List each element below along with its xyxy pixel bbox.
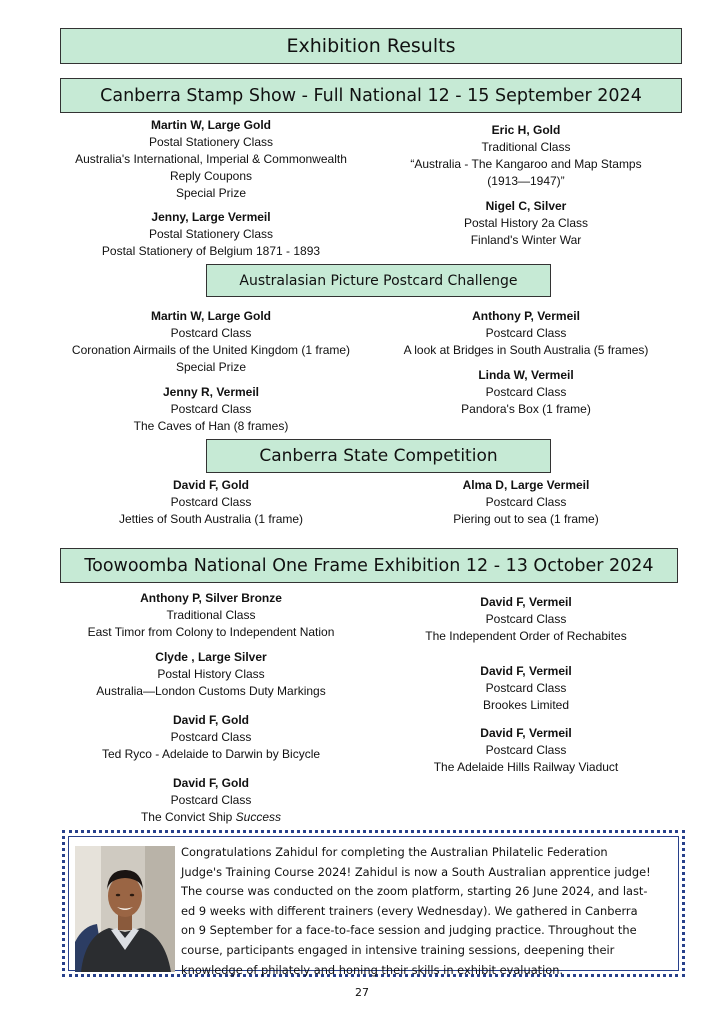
exhibit-title: Coronation Airmails of the United Kingdom (1 frame) — [71, 343, 351, 357]
special-prize: Special Prize — [175, 360, 247, 374]
exhibitor-award: Anthony P, Vermeil — [472, 309, 580, 323]
exhibit-class: Postcard Class — [485, 681, 567, 695]
exhibit-title: The Independent Order of Rechabites — [425, 629, 627, 643]
exhibitor-award: Jenny, Large Vermeil — [151, 210, 271, 224]
zahidul-photo — [75, 846, 175, 972]
exhibit-class: Postcard Class — [485, 385, 567, 399]
exhibit-title-plain: The Convict Ship — [140, 810, 236, 824]
exhibit-title: (1913—1947)” — [487, 174, 565, 188]
notice-line: The course was conducted on the zoom platform, starting 26 June 2024, and last- — [181, 884, 648, 899]
notice-line: ed 9 weeks with different trainers (every Wednesday). We gathered in Canberra — [181, 903, 638, 918]
exhibit-title: Postal Stationery of Belgium 1871 - 1893 — [101, 244, 321, 258]
exhibitor-award: Martin W, Large Gold — [150, 118, 271, 132]
exhibit-title: Australia's International, Imperial & Commonwealth — [75, 152, 347, 166]
exhibitor-award: David F, Gold — [172, 713, 249, 727]
exhibit-title: Piering out to sea (1 frame) — [453, 512, 599, 526]
exhibit-class: Traditional Class — [481, 140, 571, 154]
exhibitor-award: David F, Gold — [172, 776, 249, 790]
result-entry — [370, 477, 682, 528]
exhibitor-award: Clyde , Large Silver — [155, 650, 267, 664]
notice-line: Congratulations Zahidul for completing the Australian Philatelic Federation — [181, 845, 608, 859]
postcard-challenge-right-column — [370, 308, 682, 418]
exhibit-class: Postal Stationery Class — [148, 227, 274, 241]
result-entry — [370, 663, 682, 714]
exhibitor-award: Jenny R, Vermeil — [162, 385, 260, 399]
exhibit-title: East Timor from Colony to Independent Nation — [87, 625, 335, 639]
section-header-postcard-challenge — [206, 264, 551, 297]
result-entry — [60, 712, 362, 763]
exhibit-title: Reply Coupons — [169, 169, 253, 183]
result-entry — [60, 649, 362, 700]
exhibit-title: Finland's Winter War — [470, 233, 582, 247]
notice-line: on 9 September for a face-to-face session and judging practice. Throughout the — [181, 923, 637, 938]
exhibit-class: Postcard Class — [170, 730, 252, 744]
exhibit-class: Postcard Class — [485, 743, 567, 757]
portrait-image — [75, 846, 175, 972]
section-title: Canberra Stamp Show - Full National 12 - 15 September 2024 — [100, 85, 642, 106]
exhibitor-award: Alma D, Large Vermeil — [462, 478, 590, 492]
exhibit-title: A look at Bridges in South Australia (5 frames) — [403, 343, 649, 357]
exhibit-class: Postal History 2a Class — [463, 216, 589, 230]
section-title: Canberra State Competition — [259, 446, 498, 466]
exhibit-title: Pandora's Box (1 frame) — [461, 402, 591, 416]
result-entry — [370, 367, 682, 418]
result-entry — [60, 477, 362, 528]
result-entry — [60, 590, 362, 641]
canberra-show-right-column — [370, 122, 682, 249]
state-competition-right-column — [370, 477, 682, 528]
section-title: Australasian Picture Postcard Challenge — [239, 272, 518, 289]
toowoomba-left-column — [60, 590, 362, 826]
notice-line: knowledge of philately and honing their skills in exhibit evaluation. — [181, 962, 564, 977]
result-entry — [370, 122, 682, 190]
result-entry — [370, 308, 682, 359]
notice-line: Judge's Training Course 2024! Zahidul is now a South Australian apprentice judge! — [181, 864, 651, 879]
exhibit-title: Ted Ryco - Adelaide to Darwin by Bicycle — [101, 747, 321, 761]
section-title: Toowoomba National One Frame Exhibition 12 - 13 October 2024 — [84, 555, 654, 576]
exhibitor-award: Martin W, Large Gold — [150, 309, 271, 323]
result-entry — [370, 594, 682, 645]
toowoomba-right-column — [370, 594, 682, 776]
page-number: 27 — [355, 986, 369, 999]
result-entry — [60, 775, 362, 826]
result-entry — [60, 117, 362, 202]
exhibit-title: Australia—London Customs Duty Markings — [96, 684, 326, 698]
special-prize: Special Prize — [175, 186, 247, 200]
exhibit-class: Postcard Class — [170, 402, 252, 416]
exhibit-class: Postcard Class — [170, 495, 252, 509]
result-entry — [370, 198, 682, 249]
state-competition-left-column — [60, 477, 362, 528]
exhibitor-award: David F, Vermeil — [480, 595, 572, 609]
exhibit-class: Postcard Class — [485, 612, 567, 626]
exhibit-title — [60, 809, 362, 826]
congratulations-notice — [62, 830, 685, 977]
postcard-challenge-left-column — [60, 308, 362, 435]
notice-inner-border — [68, 836, 679, 977]
exhibit-class: Postal History Class — [157, 667, 265, 681]
exhibitor-award: Linda W, Vermeil — [478, 368, 574, 382]
exhibit-title: The Caves of Han (8 frames) — [133, 419, 289, 433]
exhibit-class: Postcard Class — [485, 326, 567, 340]
exhibit-class: Postcard Class — [170, 326, 252, 340]
exhibit-title: Brookes Limited — [482, 698, 570, 712]
exhibit-class: Postcard Class — [485, 495, 567, 509]
exhibitor-award: Eric H, Gold — [491, 123, 561, 137]
exhibit-class: Postal Stationery Class — [148, 135, 274, 149]
section-header-state-competition — [206, 439, 551, 473]
result-entry — [60, 308, 362, 376]
result-entry — [60, 384, 362, 435]
result-entry — [370, 725, 682, 776]
section-header-toowoomba — [60, 548, 678, 583]
exhibit-title-italic: Success — [235, 810, 282, 824]
exhibitor-award: David F, Vermeil — [480, 726, 572, 740]
exhibit-class: Traditional Class — [166, 608, 256, 622]
exhibit-class: Postcard Class — [170, 793, 252, 807]
canberra-show-left-column — [60, 117, 362, 260]
exhibitor-award: Nigel C, Silver — [485, 199, 567, 213]
exhibit-title: “Australia - The Kangaroo and Map Stamps — [410, 157, 642, 171]
section-header-canberra-show — [60, 78, 682, 113]
exhibitor-award: Anthony P, Silver Bronze — [140, 591, 282, 605]
exhibit-title: Jetties of South Australia (1 frame) — [118, 512, 304, 526]
notice-line: course, participants engaged in intensive training sessions, deepening their — [181, 942, 615, 957]
notice-text — [181, 843, 681, 980]
exhibit-title: The Adelaide Hills Railway Viaduct — [433, 760, 619, 774]
exhibitor-award: David F, Vermeil — [480, 664, 572, 678]
page-title: Exhibition Results — [286, 35, 456, 57]
page-title-box — [60, 28, 682, 64]
result-entry — [60, 209, 362, 260]
exhibitor-award: David F, Gold — [172, 478, 249, 492]
